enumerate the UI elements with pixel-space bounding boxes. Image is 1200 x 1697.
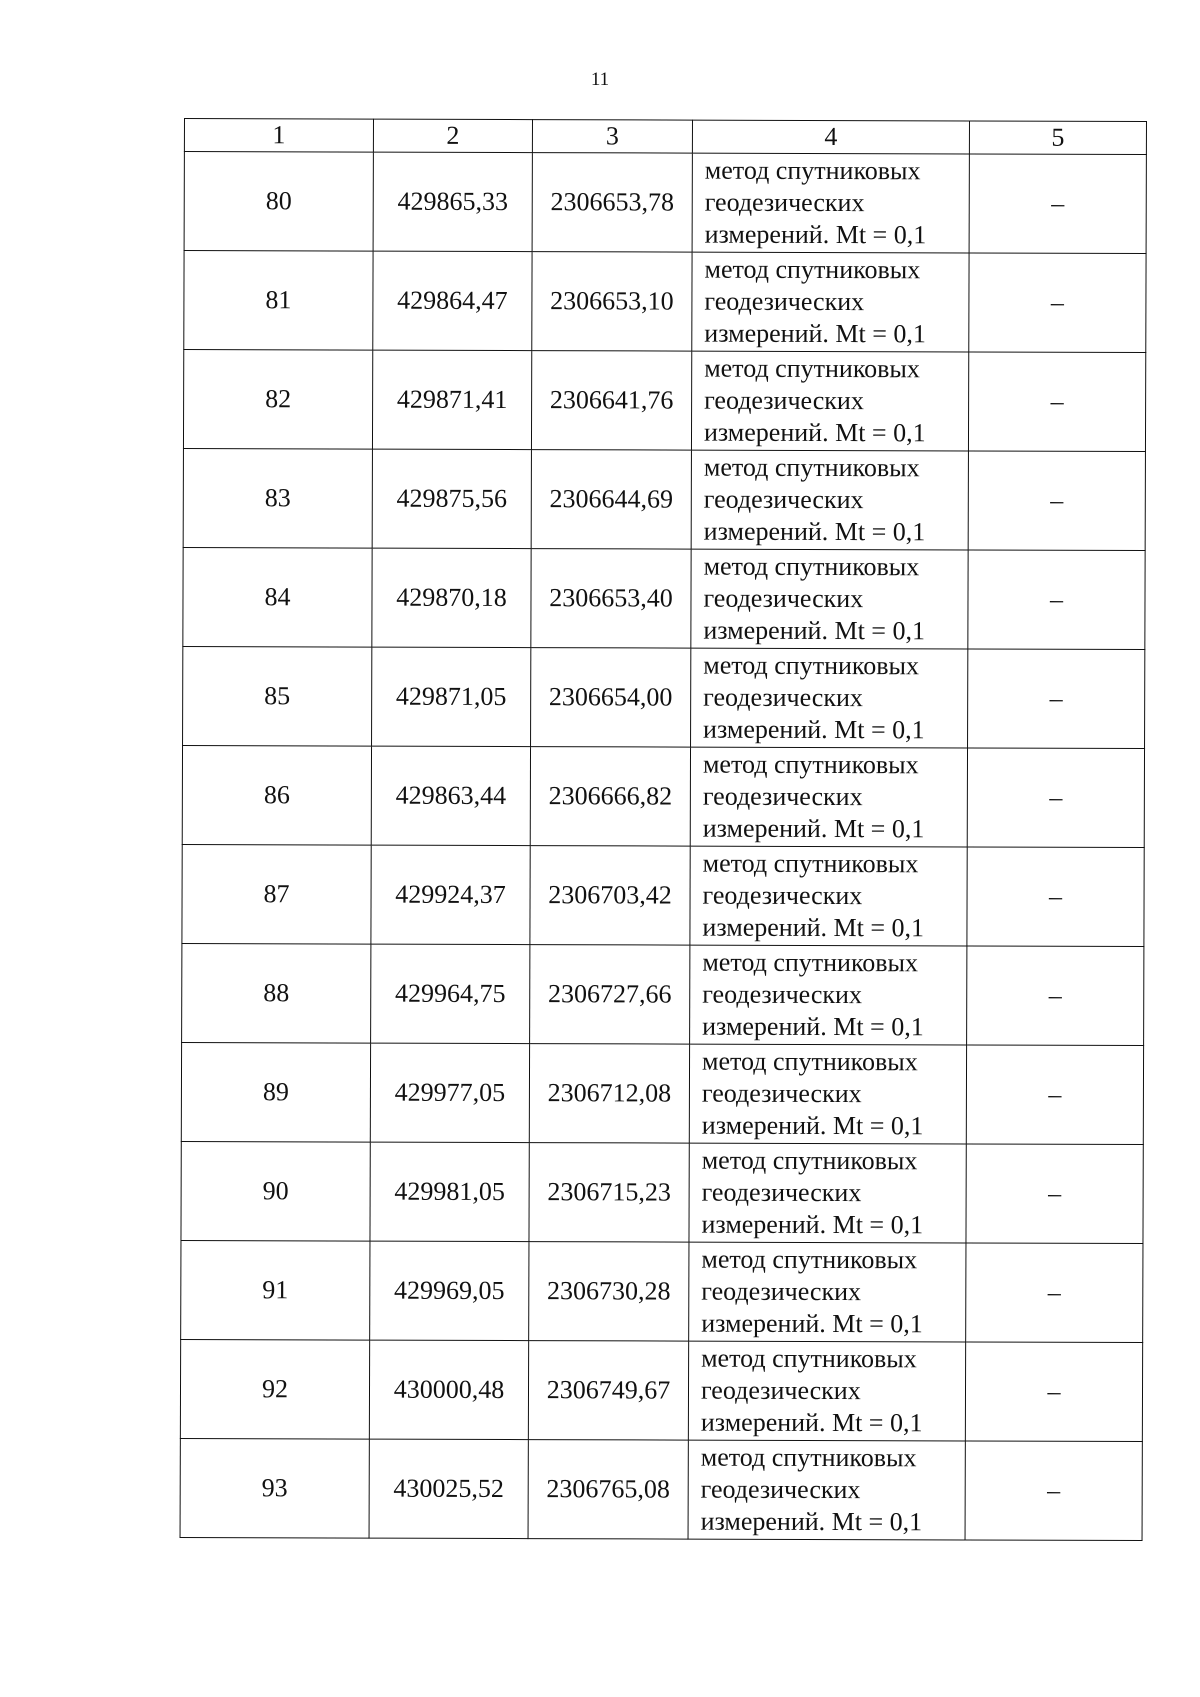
x-coordinate-cell: 429864,47 xyxy=(373,251,532,350)
x-coordinate-cell: 429863,44 xyxy=(371,746,530,845)
table-row xyxy=(183,547,1145,649)
note-cell: – xyxy=(969,253,1146,353)
x-coordinate-cell: 430025,52 xyxy=(369,1439,528,1538)
table-row xyxy=(183,350,1145,452)
header-col-4: 4 xyxy=(692,120,969,154)
note-cell: – xyxy=(966,1045,1143,1145)
method-cell xyxy=(691,549,968,649)
y-coordinate-cell: 2306653,10 xyxy=(532,252,692,352)
y-coordinate-cell: 2306653,40 xyxy=(531,549,691,649)
note-cell: – xyxy=(966,1144,1143,1244)
method-cell xyxy=(691,351,968,451)
table-row xyxy=(184,152,1146,254)
point-number-cell: 86 xyxy=(182,745,371,845)
method-text-line: измерений. Mt = 0,1 xyxy=(703,615,926,646)
y-coordinate-cell: 2306765,08 xyxy=(528,1440,688,1540)
point-number-cell: 90 xyxy=(181,1141,370,1241)
method-cell xyxy=(690,846,967,946)
header-row xyxy=(184,119,1146,155)
y-coordinate-cell: 2306730,28 xyxy=(529,1242,689,1342)
y-coordinate-cell: 2306715,23 xyxy=(529,1143,689,1243)
y-coordinate-cell: 2306644,69 xyxy=(531,450,691,550)
note-cell: – xyxy=(968,649,1145,749)
method-text-line: геодезических xyxy=(704,286,865,317)
point-number-cell: 92 xyxy=(180,1339,369,1439)
method-text-line: метод спутниковых xyxy=(701,1244,918,1275)
x-coordinate-cell: 429871,41 xyxy=(372,350,531,449)
x-coordinate-cell: 429969,05 xyxy=(370,1241,529,1340)
method-text-line: метод спутниковых xyxy=(702,749,919,780)
x-coordinate-cell: 429964,75 xyxy=(371,944,530,1043)
point-number-cell: 88 xyxy=(182,943,371,1043)
method-text-line: измерений. Mt = 0,1 xyxy=(702,912,925,943)
table-row xyxy=(180,1438,1142,1540)
y-coordinate-cell: 2306712,08 xyxy=(529,1044,689,1144)
point-number-cell: 83 xyxy=(183,448,372,548)
y-coordinate-cell: 2306653,78 xyxy=(532,153,692,253)
method-text-line: геодезических xyxy=(702,781,863,812)
method-text-line: измерений. Mt = 0,1 xyxy=(700,1506,923,1537)
method-text-line: геодезических xyxy=(700,1474,861,1505)
point-number-cell: 85 xyxy=(183,646,372,746)
method-text-line: измерений. Mt = 0,1 xyxy=(703,417,926,448)
header-col-2: 2 xyxy=(373,119,532,152)
note-cell: – xyxy=(968,352,1145,452)
method-cell xyxy=(689,1242,966,1342)
page-number: 11 xyxy=(590,69,610,90)
x-coordinate-cell: 429977,05 xyxy=(370,1043,529,1142)
method-text-line: метод спутниковых xyxy=(703,452,920,483)
method-text-line: измерений. Mt = 0,1 xyxy=(701,1209,924,1240)
method-text-line: геодезических xyxy=(703,583,864,614)
y-coordinate-cell: 2306641,76 xyxy=(531,351,691,451)
x-coordinate-cell: 429865,33 xyxy=(373,152,532,251)
method-text-line: геодезических xyxy=(701,1177,862,1208)
point-number-cell: 93 xyxy=(180,1438,369,1538)
method-text-line: метод спутниковых xyxy=(704,155,921,186)
note-cell: – xyxy=(968,550,1145,650)
header-col-1: 1 xyxy=(184,119,373,153)
table-header xyxy=(184,119,1146,155)
method-cell xyxy=(690,747,967,847)
method-cell xyxy=(689,1044,966,1144)
table-body xyxy=(180,152,1146,1541)
note-cell: – xyxy=(965,1342,1142,1442)
table-row xyxy=(182,745,1144,847)
method-text-line: геодезических xyxy=(701,1078,862,1109)
point-number-cell: 84 xyxy=(183,547,372,647)
note-cell: – xyxy=(969,154,1146,254)
method-text-line: геодезических xyxy=(704,385,864,416)
method-text-line: геодезических xyxy=(702,880,863,911)
method-text-line: измерений. Mt = 0,1 xyxy=(701,1308,923,1339)
x-coordinate-cell: 429871,05 xyxy=(372,647,531,746)
method-text-line: метод спутниковых xyxy=(704,353,920,384)
note-cell: – xyxy=(967,847,1144,947)
note-cell: – xyxy=(968,451,1145,551)
method-text-line: метод спутниковых xyxy=(701,1145,918,1176)
method-cell xyxy=(691,450,968,550)
x-coordinate-cell: 429981,05 xyxy=(370,1142,529,1241)
method-cell xyxy=(691,648,968,748)
note-cell: – xyxy=(966,1243,1143,1343)
x-coordinate-cell: 429870,18 xyxy=(372,548,531,647)
table-row xyxy=(183,646,1145,748)
note-cell: – xyxy=(965,1441,1142,1541)
table-row xyxy=(182,943,1144,1045)
method-text-line: геодезических xyxy=(703,484,864,515)
method-text-line: измерений. Mt = 0,1 xyxy=(703,714,925,745)
method-text-line: метод спутниковых xyxy=(702,848,919,879)
method-text-line: геодезических xyxy=(704,187,865,218)
method-cell xyxy=(689,1143,966,1243)
header-col-5: 5 xyxy=(969,121,1146,155)
header-col-3: 3 xyxy=(532,120,692,154)
point-number-cell: 80 xyxy=(184,152,373,252)
y-coordinate-cell: 2306654,00 xyxy=(531,648,691,748)
y-coordinate-cell: 2306749,67 xyxy=(528,1341,688,1441)
note-cell: – xyxy=(967,748,1144,848)
method-text-line: измерений. Mt = 0,1 xyxy=(702,813,925,844)
x-coordinate-cell: 429924,37 xyxy=(371,845,530,944)
point-number-cell: 87 xyxy=(182,844,371,944)
method-cell xyxy=(692,252,969,352)
method-text-line: метод спутниковых xyxy=(703,650,920,681)
method-text-line: измерений. Mt = 0,1 xyxy=(704,318,926,349)
table-row xyxy=(182,844,1144,946)
point-number-cell: 81 xyxy=(184,251,373,351)
method-text-line: метод спутниковых xyxy=(701,1343,917,1374)
x-coordinate-cell: 429875,56 xyxy=(372,449,531,548)
table-row xyxy=(180,1339,1142,1441)
y-coordinate-cell: 2306666,82 xyxy=(530,747,690,847)
method-text-line: измерений. Mt = 0,1 xyxy=(704,219,927,250)
method-text-line: геодезических xyxy=(703,682,863,713)
method-text-line: измерений. Mt = 0,1 xyxy=(702,1011,924,1042)
note-cell: – xyxy=(967,946,1144,1046)
method-text-line: геодезических xyxy=(701,1276,862,1307)
method-text-line: геодезических xyxy=(702,979,863,1010)
method-text-line: измерений. Mt = 0,1 xyxy=(703,516,926,547)
y-coordinate-cell: 2306727,66 xyxy=(530,945,690,1045)
method-text-line: метод спутниковых xyxy=(703,551,920,582)
point-number-cell: 91 xyxy=(181,1240,370,1340)
method-text-line: измерений. Mt = 0,1 xyxy=(700,1407,923,1438)
method-text-line: измерений. Mt = 0,1 xyxy=(701,1110,924,1141)
x-coordinate-cell: 430000,48 xyxy=(369,1340,528,1439)
y-coordinate-cell: 2306703,42 xyxy=(530,846,690,946)
coordinates-table xyxy=(180,118,1147,1541)
method-cell xyxy=(692,153,969,253)
method-cell xyxy=(688,1341,965,1441)
table-row xyxy=(184,251,1146,353)
point-number-cell: 89 xyxy=(181,1042,370,1142)
method-text-line: метод спутниковых xyxy=(701,1046,918,1077)
method-cell xyxy=(688,1440,965,1540)
table-row xyxy=(181,1141,1143,1243)
method-cell xyxy=(690,945,967,1045)
method-text-line: метод спутниковых xyxy=(702,947,919,978)
method-text-line: метод спутниковых xyxy=(700,1442,917,1473)
method-text-line: геодезических xyxy=(700,1375,861,1406)
table-row xyxy=(183,448,1145,550)
point-number-cell: 82 xyxy=(183,350,372,450)
table-row xyxy=(181,1042,1143,1144)
table-row xyxy=(181,1240,1143,1342)
method-text-line: метод спутниковых xyxy=(704,254,921,285)
